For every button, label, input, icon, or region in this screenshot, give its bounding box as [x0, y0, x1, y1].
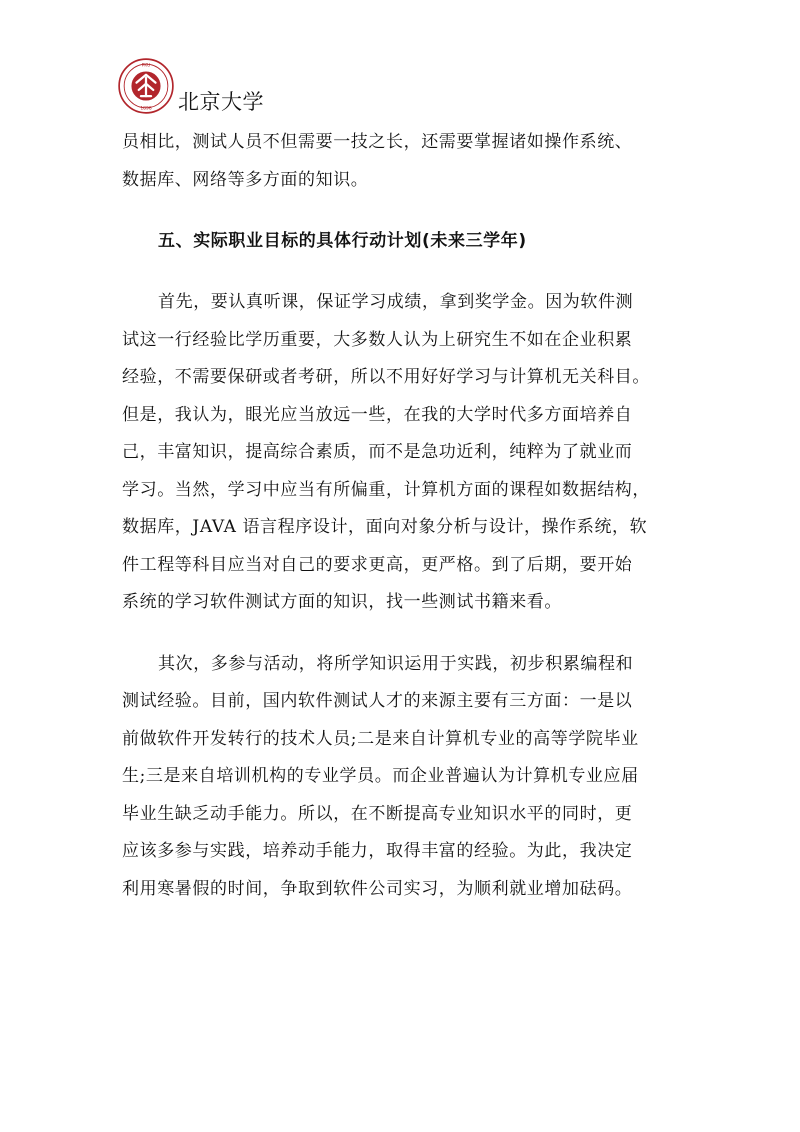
body-line: 但是，我认为，眼光应当放远一些，在我的大学时代多方面培养自 [122, 404, 633, 425]
body-line: 数据库，JAVA 语言程序设计，面向对象分析与设计，操作系统，软 [122, 517, 648, 537]
body-line: 测试经验。目前，国内软件测试人才的来源主要有三方面：一是以 [122, 691, 633, 711]
body-line: 前做软件开发转行的技术人员;二是来自计算机专业的高等学院毕业 [122, 728, 639, 749]
university-name: 北京大学 [178, 90, 264, 114]
body-line: 毕业生缺乏动手能力。所以，在不断提高专业知识水平的同时，更 [122, 803, 633, 824]
body-line: 首先，要认真听课，保证学习成绩，拿到奖学金。因为软件测 [158, 292, 634, 312]
body-line: 生;三是来自培训机构的专业学员。而企业普遍认为计算机专业应届 [122, 766, 639, 786]
body-line: 经验，不需要保研或者考研，所以不用好好学习与计算机无关科目。 [122, 367, 650, 387]
body-line: 己，丰富知识，提高综合素质，而不是急功近利，纯粹为了就业而 [122, 442, 633, 462]
body-line: 其次，多参与活动，将所学知识运用于实践，初步积累编程和 [158, 653, 634, 674]
continuation-text [122, 124, 682, 199]
paragraph-second [122, 646, 682, 909]
body-line: 试这一行经验比学历重要，大多数人认为上研究生不如在企业积累 [122, 329, 633, 350]
document-body [122, 124, 682, 908]
body-line: 件工程等科目应当对自己的要求更高，更严格。到了后期，要开始 [122, 554, 633, 575]
body-line: 利用寒暑假的时间，争取到软件公司实习，为顺利就业增加砝码。 [122, 878, 633, 899]
body-line: 应该多参与实践，培养动手能力，取得丰富的经验。为此，我决定 [122, 841, 633, 861]
paragraph-first [122, 284, 682, 622]
svg-text:1898: 1898 [140, 106, 152, 112]
body-line: 员相比，测试人员不但需要一技之长，还需要掌握诸如操作系统、 [122, 132, 633, 152]
university-seal-logo [118, 58, 174, 114]
body-line: 数据库、网络等多方面的知识。 [122, 169, 369, 190]
body-line: 系统的学习软件测试方面的知识，找一些测试书籍来看。 [122, 592, 562, 612]
body-line: 学习。当然，学习中应当有所偏重，计算机方面的课程如数据结构， [122, 479, 650, 500]
svg-text:PKU: PKU [141, 63, 151, 69]
section-heading: 五、实际职业目标的具体行动计划(未来三学年) [158, 231, 527, 251]
